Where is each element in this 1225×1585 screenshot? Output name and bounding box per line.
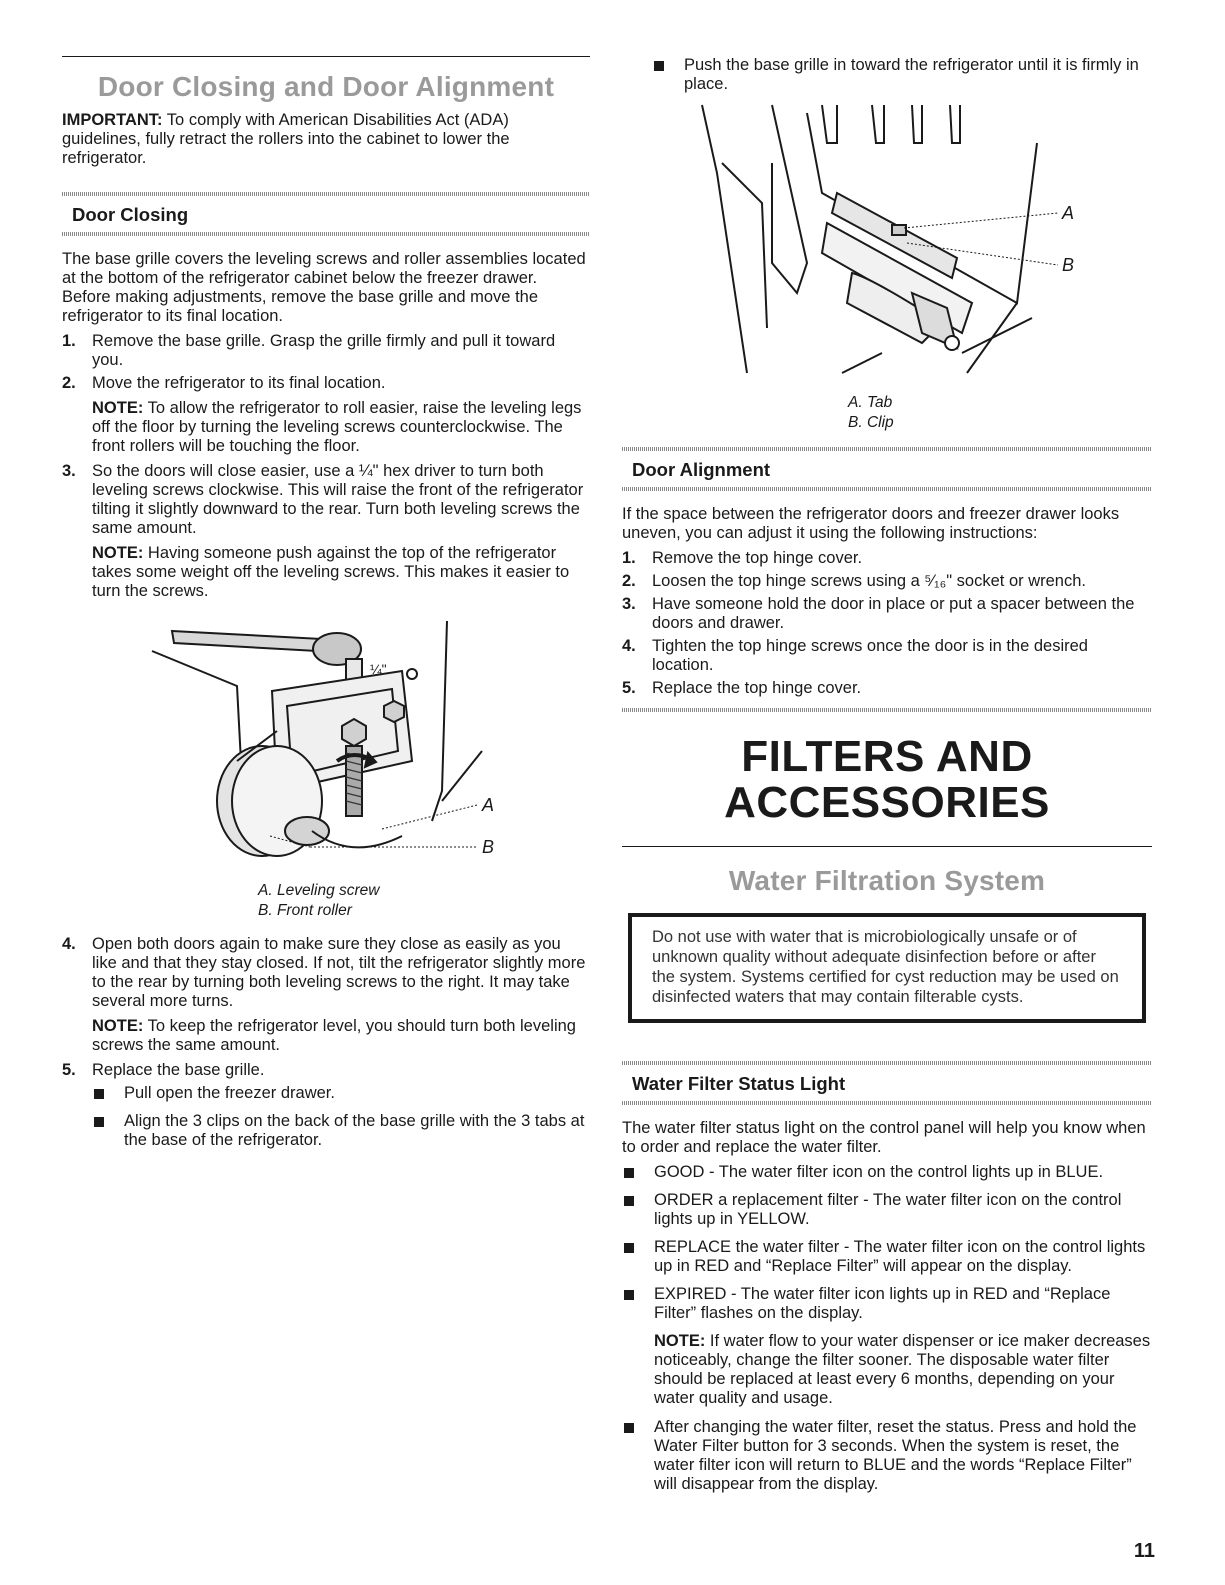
note-label: NOTE: (92, 544, 144, 562)
page-number: 11 (1133, 1540, 1155, 1562)
note-text: To allow the refrigerator to roll easier, raise the leveling legs off the floor by turning the leveling screws counterclockwise. The front rollers will be touching the floor. (92, 399, 582, 455)
divider (622, 1061, 1152, 1065)
section-title-door: Door Closing and Door Alignment (97, 71, 555, 102)
important-label: IMPORTANT: (62, 111, 163, 129)
grille-clip-illustration (622, 103, 1152, 393)
list-item (622, 1163, 1152, 1182)
top-rule (62, 56, 590, 57)
step-number: 1. (622, 549, 636, 567)
step-number: 2. (62, 374, 76, 392)
status-note (654, 1332, 1152, 1408)
callout-b: B (482, 837, 495, 857)
note-label: NOTE: (654, 1332, 706, 1350)
align-step-1 (622, 549, 1152, 568)
list-item (622, 1238, 1152, 1276)
step-text: Move the refrigerator to its final location. (92, 374, 386, 392)
caption-b: B. Clip (848, 414, 894, 431)
list-item (622, 1418, 1152, 1494)
status-light-heading: Water Filter Status Light (632, 1073, 846, 1094)
step-2 (62, 374, 590, 393)
align-step-3 (622, 595, 1152, 633)
align-step-4 (622, 637, 1152, 675)
callout-b: B (1062, 255, 1075, 275)
step-text: Open both doors again to make sure they close as easily as you like and that they stay closed. If not, tilt the refrigerator slightly more to the rear by turning both leveling screws to the right. It may take several more turns. (92, 935, 586, 1010)
bullet-text: Align the 3 clips on the back of the base grille with the 3 tabs at the base of the refrigerator. (124, 1112, 585, 1149)
figure-caption (848, 393, 1152, 433)
callout-a: A (1062, 203, 1075, 223)
bullet-icon (624, 1243, 634, 1253)
left-column (62, 56, 590, 1159)
note-step-3 (92, 544, 590, 601)
step-text: Loosen the top hinge screws using a ⁵⁄₁₆" socket or wrench. (652, 572, 1086, 590)
divider (62, 192, 590, 196)
right-column (622, 56, 1152, 1503)
align-step-2 (622, 572, 1152, 591)
leveling-screw-illustration (62, 611, 590, 881)
warning-box: Do not use with water that is microbiologically unsafe or of unknown quality without adequate disinfection before or after the system. Systems certified for cyst reduction may be used on disinfected waters that may contain filterable cysts. (628, 913, 1146, 1023)
bullet-icon (624, 1196, 634, 1206)
note-text: Having someone push against the top of the refrigerator takes some weight off the leveling screws. This makes it easier to turn the screws. (92, 544, 570, 600)
section-title-water: Water Filtration System (728, 865, 1046, 896)
size-label: ¼" (370, 661, 387, 677)
step-number: 2. (622, 572, 636, 590)
status-light-intro: The water filter status light on the control panel will help you know when to order and replace the water filter. (622, 1119, 1146, 1156)
step-text: Tighten the top hinge screws once the door is in the desired location. (652, 637, 1088, 674)
door-closing-intro: The base grille covers the leveling screws and roller assemblies located at the bottom of the refrigerator cabinet below the freezer drawer. Before making adjustments, remove the base grille and move the refrigerator to its final location. (62, 250, 586, 325)
bullet-icon (624, 1423, 634, 1433)
step-number: 5. (622, 679, 636, 697)
step-text: Remove the top hinge cover. (652, 549, 863, 567)
leveling-screw-figure (62, 611, 590, 881)
chapter-title-line-1: FILTERS AND (741, 732, 1033, 781)
caption-b: B. Front roller (258, 902, 352, 919)
bullet-icon (94, 1089, 104, 1099)
step-text: Replace the top hinge cover. (652, 679, 862, 697)
bullet-icon (654, 61, 664, 71)
step-5 (62, 1061, 590, 1080)
caption-a: A. Tab (848, 394, 893, 411)
door-closing-heading: Door Closing (72, 204, 189, 225)
list-item (92, 1112, 590, 1150)
step-number: 3. (62, 462, 76, 480)
step-3 (62, 462, 590, 538)
chapter-rule (622, 846, 1152, 847)
callout-a: A (482, 795, 495, 815)
step-number: 1. (62, 332, 76, 350)
note-step-2 (92, 399, 590, 456)
door-alignment-heading: Door Alignment (632, 459, 771, 480)
note-label: NOTE: (92, 399, 144, 417)
door-alignment-intro: If the space between the refrigerator doors and freezer drawer looks uneven, you can adjust it using the following instructions: (622, 505, 1120, 542)
step-text: Have someone hold the door in place or put a spacer between the doors and drawer. (652, 595, 1135, 632)
chapter-title-line-2: ACCESSORIES (724, 778, 1050, 827)
bullet-text: Pull open the freezer drawer. (124, 1084, 335, 1102)
list-item (652, 56, 1152, 94)
step-number: 4. (622, 637, 636, 655)
step-text: Replace the base grille. (92, 1061, 265, 1079)
bullet-icon (624, 1168, 634, 1178)
note-step-4 (92, 1017, 590, 1055)
note-text: To keep the refrigerator level, you should turn both leveling screws the same amount. (92, 1017, 576, 1054)
caption-a: A. Leveling screw (258, 882, 380, 899)
step-number: 4. (62, 935, 76, 953)
bullet-text: After changing the water filter, reset the status. Press and hold the Water Filter button for 3 seconds. When the system is reset, the water filter icon will return to BLUE and the words “Replace Filter” will disappear from the display. (654, 1418, 1137, 1493)
chapter-title (622, 734, 1152, 826)
step-number: 3. (622, 595, 636, 613)
divider (622, 447, 1152, 451)
align-step-5 (622, 679, 1152, 698)
bullet-text: EXPIRED - The water filter icon lights up in RED and “Replace Filter” flashes on the display. (654, 1285, 1111, 1322)
important-paragraph (62, 111, 590, 168)
bullet-icon (624, 1290, 634, 1300)
important-text: To comply with American Disabilities Act (ADA) guidelines, fully retract the rollers into the cabinet to lower the refrigerator. (62, 111, 510, 167)
bullet-text: GOOD - The water filter icon on the control lights up in BLUE. (654, 1163, 1104, 1181)
note-label: NOTE: (92, 1017, 144, 1035)
step-text: Remove the base grille. Grasp the grille firmly and pull it toward you. (92, 332, 556, 369)
grille-clip-figure (622, 103, 1152, 393)
list-item (622, 1285, 1152, 1323)
bullet-icon (94, 1117, 104, 1127)
list-item (622, 1191, 1152, 1229)
step-4 (62, 935, 590, 1011)
step-1 (62, 332, 590, 370)
step-text: So the doors will close easier, use a ¼" hex driver to turn both leveling screws clockwise. This will raise the front of the refrigerator tilting it slightly downward to the rear. Turn both leveling screws the same amount. (92, 462, 584, 537)
bullet-text: Push the base grille in toward the refrigerator until it is firmly in place. (684, 56, 1139, 93)
figure-caption (258, 881, 590, 921)
list-item (92, 1084, 590, 1103)
divider (622, 708, 1152, 712)
bullet-text: ORDER a replacement filter - The water filter icon on the control lights up in YELLOW. (654, 1191, 1122, 1228)
step-number: 5. (62, 1061, 76, 1079)
note-text: If water flow to your water dispenser or ice maker decreases noticeably, change the filter sooner. The disposable water filter should be replaced at least every 6 months, depending on your water quality and usage. (654, 1332, 1151, 1407)
bullet-text: REPLACE the water filter - The water filter icon on the control lights up in RED and “Replace Filter” will appear on the display. (654, 1238, 1146, 1275)
